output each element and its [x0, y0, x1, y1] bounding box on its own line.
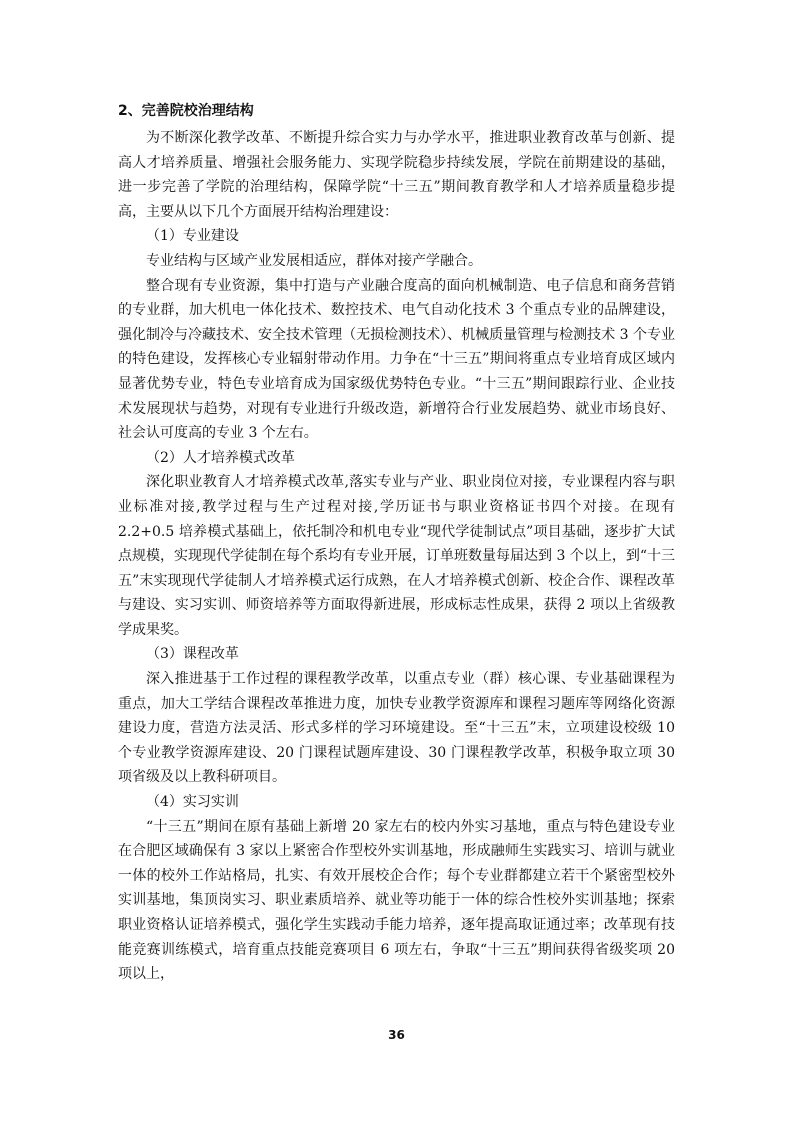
page-number: 36	[388, 1028, 405, 1042]
section-heading: 2、完善院校治理结构	[118, 103, 254, 119]
intro-paragraph: 为不断深化教学改革、不断提升综合实力与办学水平，推进职业教育改革与创新、提高人才培养质量、增强社会服务能力、实现学院稳步持续发展，学院在前期建设的基础，进一步完善了学院的治理结构，保障学院“十三五”期间教育教学和人才培养质量稳步提高，主要从以下几个方面展开结构治理建设：	[118, 130, 675, 220]
subsection-title-3: （3）课程改革	[146, 646, 239, 663]
subsection-1-paragraph-1: 专业结构与区域产业发展相适应，群体对接产学融合。	[146, 252, 482, 269]
subsection-title-1: （1）专业建设	[146, 228, 239, 245]
subsection-3-paragraph-1: 深入推进基于工作过程的课程教学改革，以重点专业（群）核心课、专业基础课程为重点，加大工学结合课程改革推进力度，加快专业教学资源库和课程习题库等网络化资源建设力度，营造方法灵活、形式多样的学习环境建设。至“十三五”末，立项建设校级 10 个专业教学资源库建设、20 门课程试题库建设、30 门课程教学改革，积极争取立项 30 项省级及以上教科研项目。	[118, 671, 675, 786]
subsection-1-paragraph-2: 整合现有专业资源，集中打造与产业融合度高的面向机械制造、电子信息和商务营销的专业群，加大机电一体化技术、数控技术、电气自动化技术 3 个重点专业的品牌建设，强化制冷与冷藏技术、安全技术管理（无损检测技术）、机械质量管理与检测技术 3 个专业的特色建设，发挥核心专业辐射带动作用。力争在“十三五”期间将重点专业培育成区域内显著优势专业，特色专业培育成为国家级优势特色专业。“十三五”期间跟踪行业、企业技术发展现状与趋势，对现有专业进行升级改造，新增符合行业发展趋势、就业市场良好、社会认可度高的专业 3 个左右。	[118, 277, 675, 442]
subsection-title-4: （4）实习实训	[146, 794, 239, 811]
subsection-2-paragraph-1: 深化职业教育人才培养模式改革,落实专业与产业、职业岗位对接，专业课程内容与职业标准对接,教学过程与生产过程对接,学历证书与职业资格证书四个对接。在现有 2.2+0.5 培养模式基础上，依托制冷和机电专业“现代学徒制试点”项目基础，逐步扩大试点规模，实现现代学徒制在每个系均有专业开展，订单班数量每届达到 3 个以上，到“十三五”末实现现代学徒制人才培养模式运行成熟，在人才培养模式创新、校企合作、课程改革与建设、实习实训、师资培养等方面取得新进展，形成标志性成果，获得 2 项以上省级教学成果奖。	[118, 474, 675, 638]
body-text	[118, 126, 675, 987]
subsection-4-paragraph-1: “十三五”期间在原有基础上新增 20 家左右的校内外实习基地，重点与特色建设专业在合肥区域确保有 3 家以上紧密合作型校外实训基地，形成融师生实践实习、培训与就业一体的校外工作站格局，扎实、有效开展校企合作；每个专业群都建立若干个紧密型校外实训基地，集顶岗实习、职业素质培养、就业等功能于一体的综合性校外实训基地；探索职业资格认证培养模式，强化学生实践动手能力培养，逐年提高取证通过率；改革现有技能竞赛训练模式，培育重点技能竞赛项目 6 项左右，争取“十三五”期间获得省级奖项 20 项以上，	[118, 818, 675, 983]
subsection-title-2: （2）人才培养模式改革	[146, 449, 295, 466]
